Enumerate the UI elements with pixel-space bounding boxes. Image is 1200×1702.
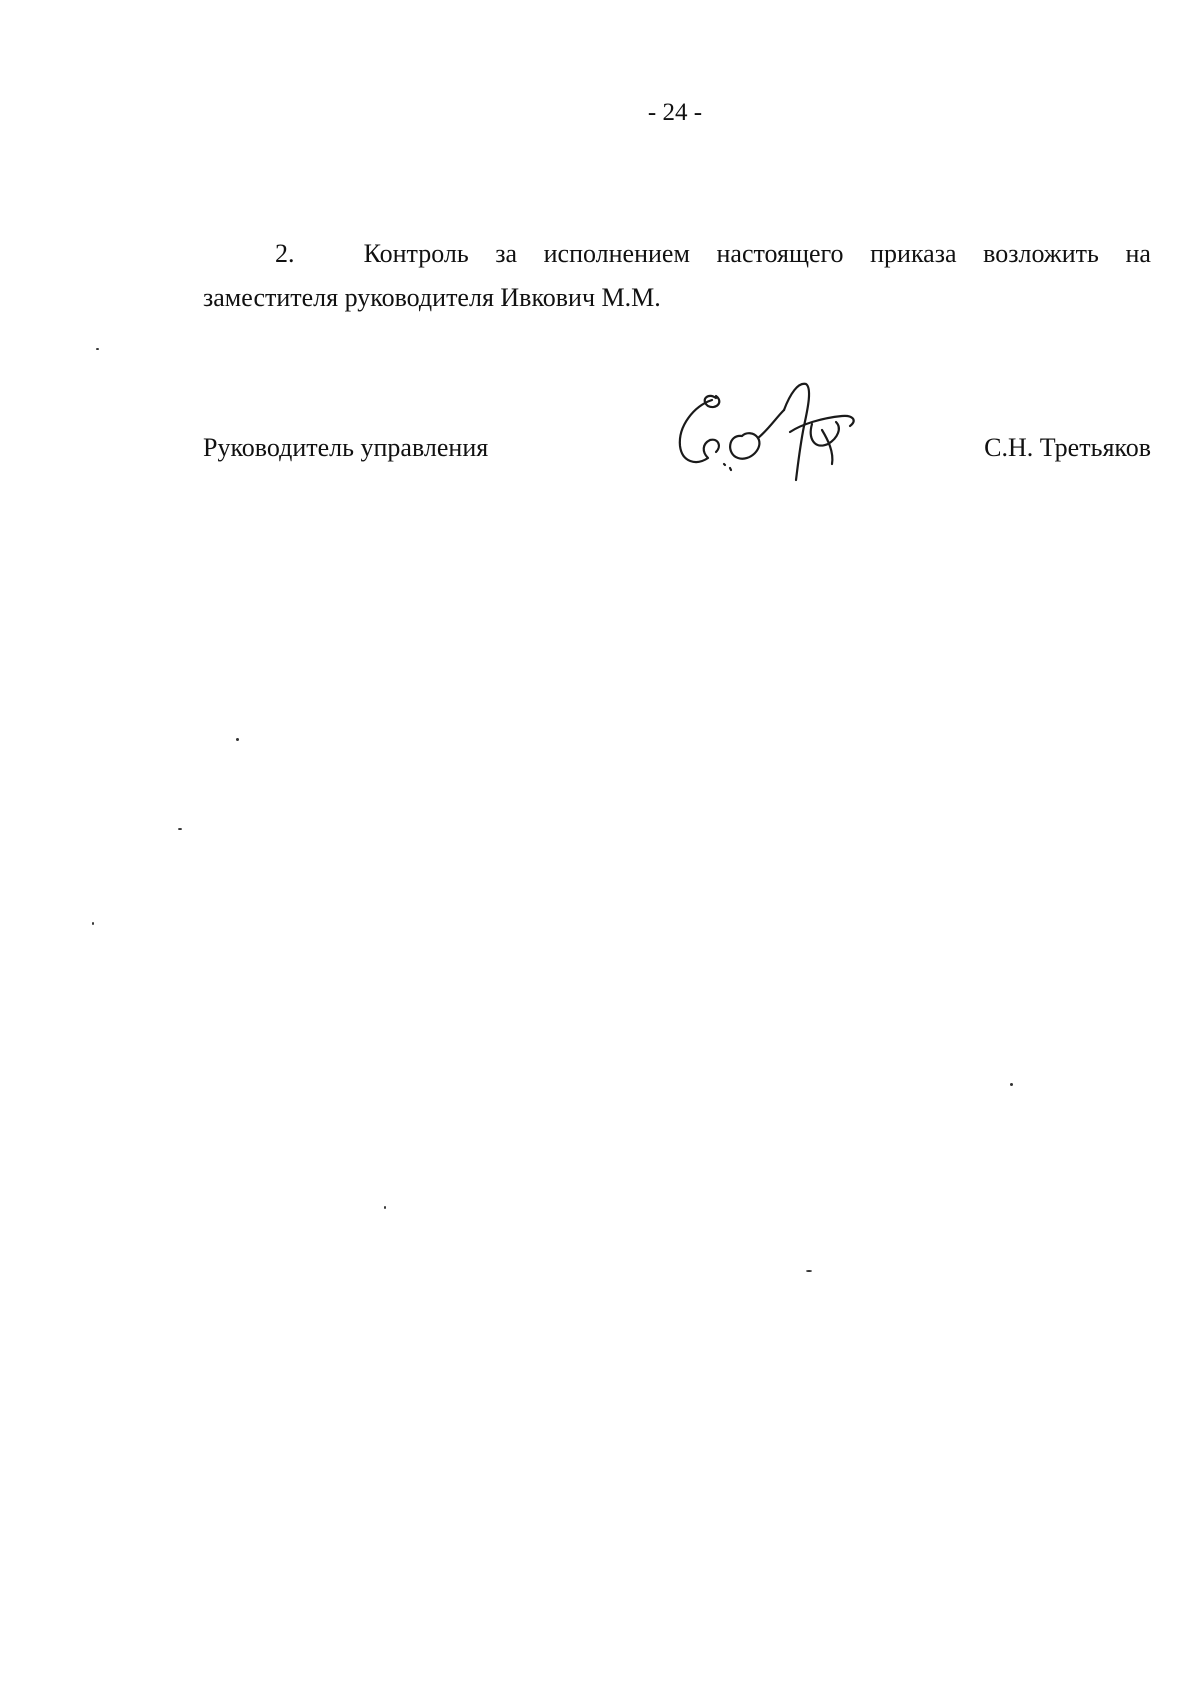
paragraph-word: исполнением xyxy=(543,239,690,268)
scan-speck xyxy=(96,348,99,350)
paragraph-number: 2. xyxy=(275,239,295,268)
paragraph-line-1 xyxy=(203,232,1151,276)
scan-speck xyxy=(92,922,94,925)
paragraph-word: на xyxy=(1125,239,1151,268)
paragraph-word: настоящего xyxy=(716,239,844,268)
page-number: - 24 - xyxy=(647,99,703,126)
paragraph-word: Контроль xyxy=(363,239,469,268)
scan-speck xyxy=(236,738,239,741)
paragraph-line-2: заместителя руководителя Ивкович М.М. xyxy=(203,283,661,312)
scan-speck xyxy=(178,828,182,830)
scan-speck xyxy=(1010,1083,1013,1086)
position-title: Руководитель управления xyxy=(203,433,489,462)
signatory-name: С.Н. Третьяков xyxy=(984,433,1151,462)
scan-speck xyxy=(806,1270,812,1272)
scan-speck xyxy=(384,1206,386,1209)
paragraph-item-2 xyxy=(203,232,1151,320)
handwritten-signature-icon xyxy=(672,378,882,488)
paragraph-word: приказа xyxy=(870,239,957,268)
paragraph-word: за xyxy=(495,239,518,268)
paragraph-word: возложить xyxy=(983,239,1099,268)
